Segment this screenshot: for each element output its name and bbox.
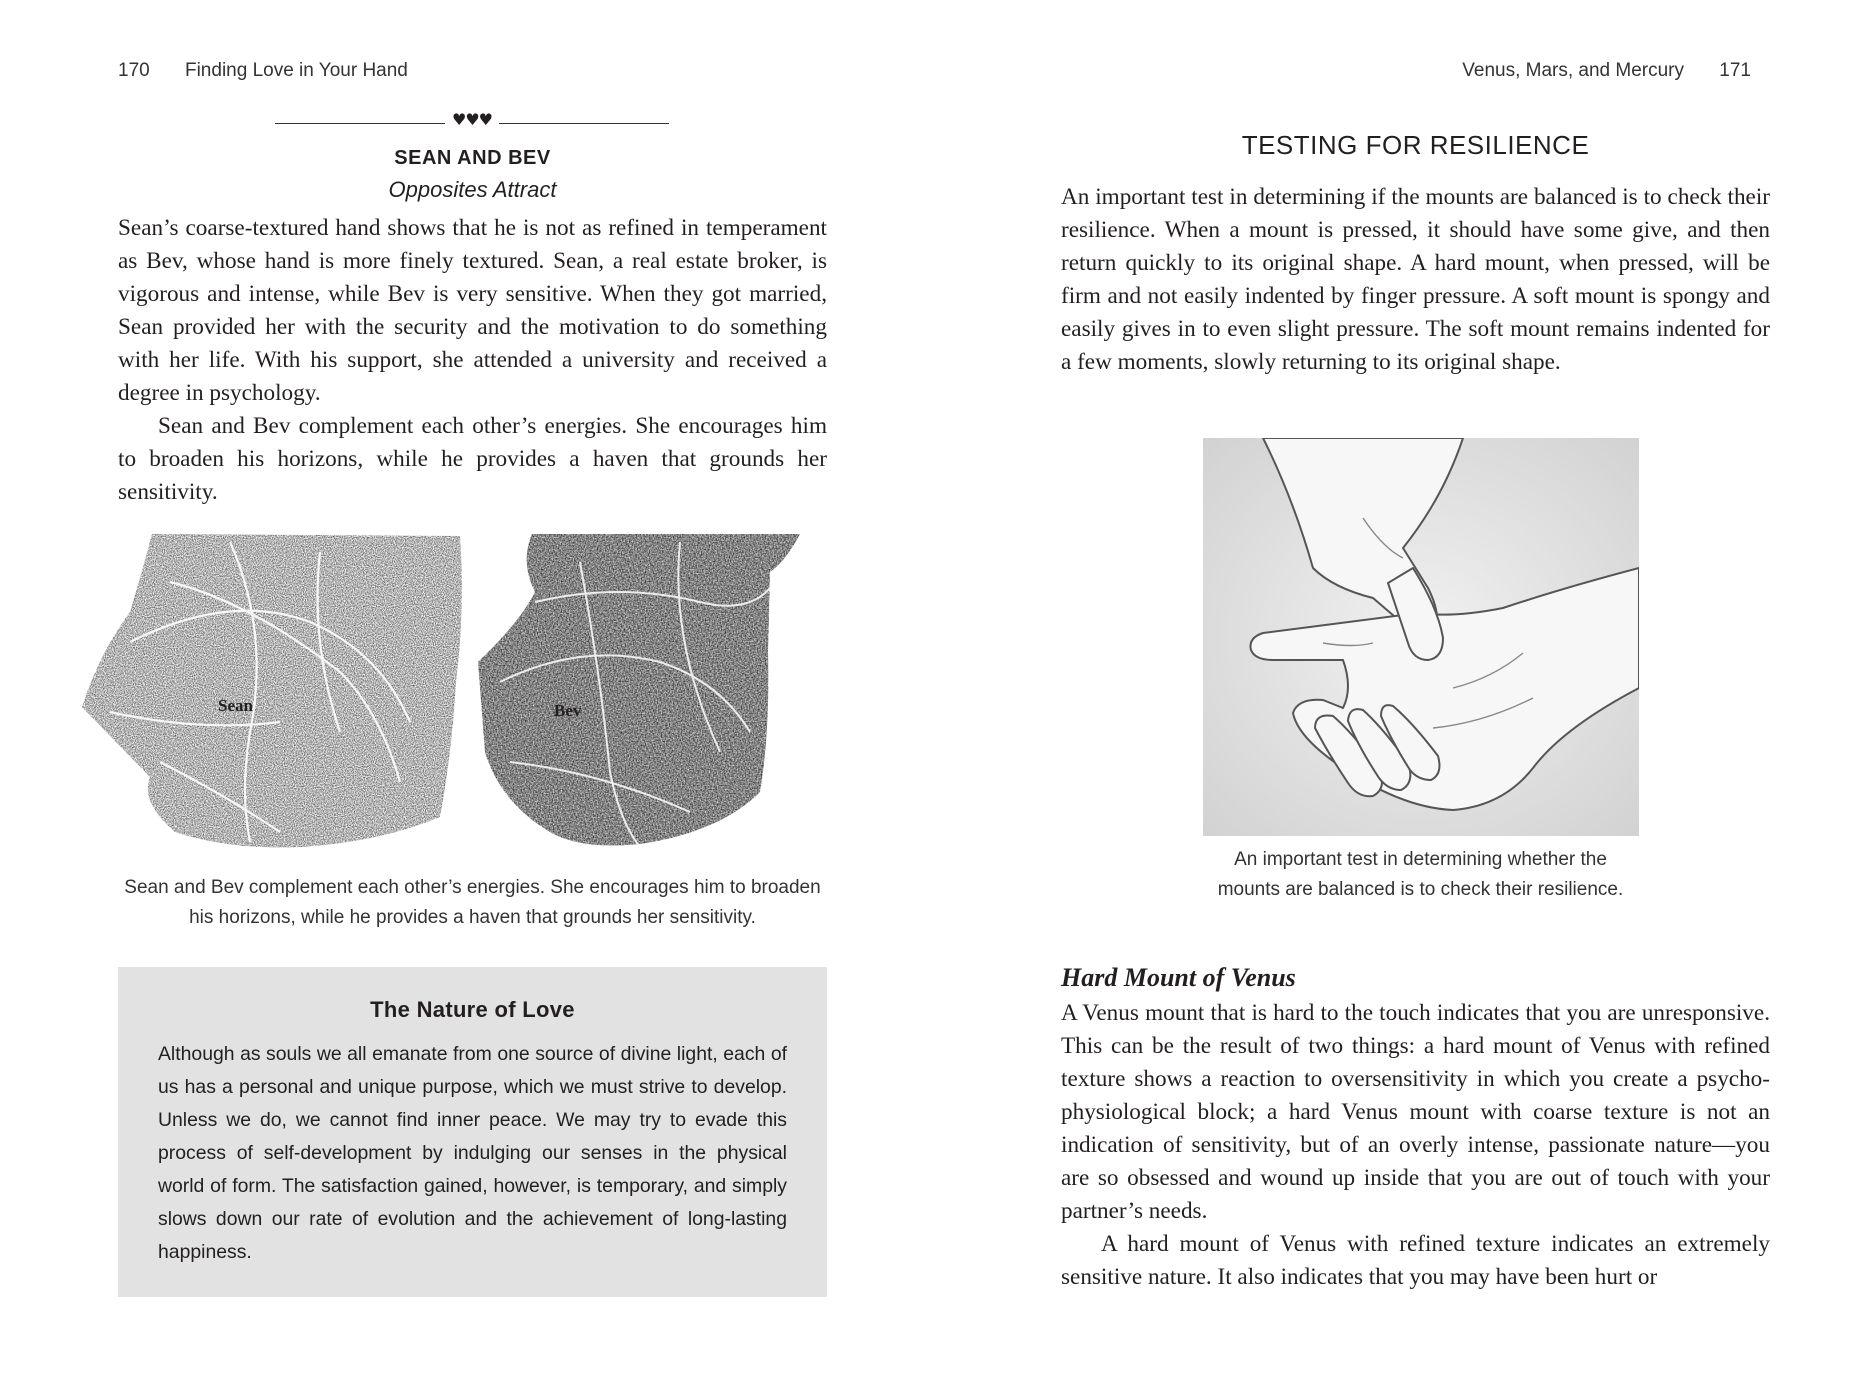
ornament-rule-left bbox=[275, 123, 445, 124]
bev-palm-print bbox=[478, 534, 800, 847]
right-body-text bbox=[1061, 181, 1770, 379]
left-running-head bbox=[118, 60, 408, 82]
sidebar-title: The Nature of Love bbox=[370, 997, 575, 1022]
hearts-icon: ♥♥♥ bbox=[451, 110, 493, 129]
right-running-title: Venus, Mars, and Mercury bbox=[1462, 60, 1685, 81]
palm-prints-figure bbox=[80, 532, 870, 862]
sidebar-text: Although as souls we all emanate from one source of divine light, each of us has a personal and unique purpose, which we must strive to develop. Unless we do, we cannot find inner peace. We may try to evade this process of self-development by indulging our senses in the physical world of form. The satisfaction gained, however, is temporary, and simply slows down our rate of evolution and the achievement of long-lasting happiness. bbox=[158, 1043, 787, 1263]
sean-label: Sean bbox=[218, 696, 253, 715]
paragraph: A Venus mount that is hard to the touch indicates that you are unresponsive. This can be the result of two things: a hard mount of Venus with refined texture shows a reaction to oversensitivity in which you create a psycho-physiological block; a hard Venus mount with coarse texture is not an indication of sensitivity, but of an overly intense, passionate nature—you are so obsessed and wound up inside that you are out of touch with your partner’s needs. bbox=[1061, 1000, 1770, 1224]
ornament-rule-right bbox=[499, 123, 669, 124]
section-title: SEAN AND BEV bbox=[394, 147, 551, 169]
left-page-number: 170 bbox=[118, 60, 150, 81]
right-page-number: 171 bbox=[1719, 60, 1751, 81]
subheading: Hard Mount of Venus bbox=[1061, 963, 1296, 992]
left-body-text bbox=[118, 212, 827, 509]
palm-prints-image bbox=[80, 532, 870, 862]
sean-palm-print bbox=[82, 534, 462, 847]
nature-of-love-sidebar bbox=[118, 967, 827, 1297]
right-body-text-2 bbox=[1061, 997, 1770, 1294]
hand-sketch-image bbox=[1203, 438, 1639, 836]
caption-line: An important test in determining whether the bbox=[1234, 849, 1607, 870]
hand-pressing-illustration bbox=[1203, 438, 1639, 836]
paragraph: Sean and Bev complement each other’s energies. She encourages him to broaden his horizons, while he provides a haven that grounds her sensitivity. bbox=[118, 413, 827, 505]
paragraph: A hard mount of Venus with refined texture indicates an extremely sensitive nature. It also indicates that you may have been hurt or bbox=[1061, 1231, 1770, 1290]
paragraph: An important test in determining if the mounts are balanced is to check their resilience. When a mount is pressed, it should have some give, and then return quickly to its original shape. A hard mount, when pressed, will be firm and not easily indented by finger pressure. A soft mount is spongy and easily gives in to even slight pressure. The soft mount remains indented for a few moments, slowly returning to its original shape. bbox=[1061, 184, 1770, 375]
left-running-title: Finding Love in Your Hand bbox=[184, 60, 408, 81]
section-subtitle: Opposites Attract bbox=[388, 177, 557, 202]
bev-label: Bev bbox=[554, 701, 582, 720]
right-running-head bbox=[1462, 60, 1751, 82]
caption-line: mounts are balanced is to check their resilience. bbox=[1217, 879, 1624, 900]
left-figure-caption: Sean and Bev complement each other’s energies. She encourages him to broaden his horizons, while he provides a haven that grounds her sensitivity. bbox=[124, 877, 821, 928]
section-ornament bbox=[275, 110, 669, 133]
section-heading: TESTING FOR RESILIENCE bbox=[1241, 130, 1590, 160]
right-figure-caption bbox=[1133, 845, 1708, 905]
right-page bbox=[933, 0, 1866, 1400]
paragraph: Sean’s coarse-textured hand shows that he is not as refined in temperament as Bev, whose hand is more finely textured. Sean, a real estate broker, is vigorous and intense, while Bev is very sensitive. When they got married, Sean provided her with the security and the motivation to do something with her life. With his support, she attended a university and received a degree in psychology. bbox=[118, 215, 827, 406]
